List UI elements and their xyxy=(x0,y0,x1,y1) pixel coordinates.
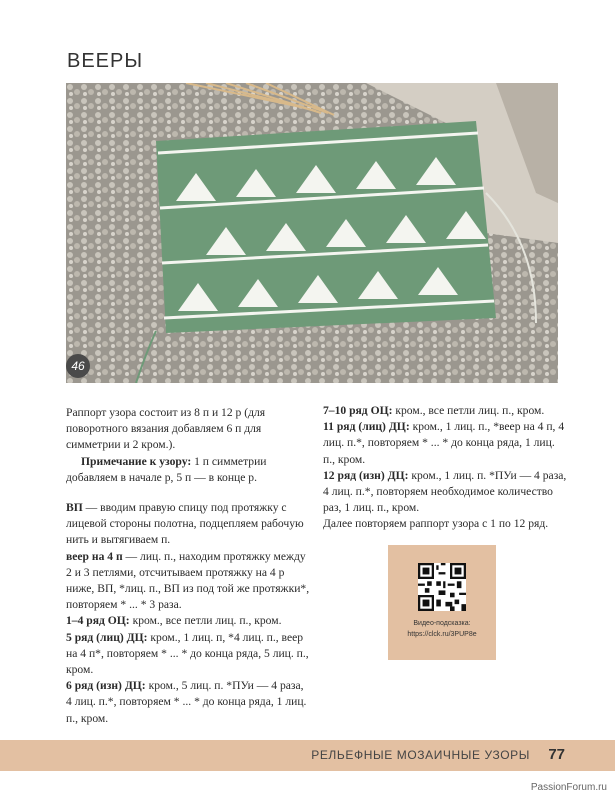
row-12 xyxy=(323,468,568,517)
right-text-column xyxy=(323,403,568,533)
row-6-label: 6 ряд (изн) ДЦ: xyxy=(66,679,146,693)
note-label: Примечание к узору: xyxy=(81,454,192,468)
row-5-text: кром., 1 лиц. п, *4 лиц. п., веер на 4 п*, повторяем * ... * до конца ряда, 5 лиц. п., кром. xyxy=(66,630,309,677)
row-11 xyxy=(323,419,568,468)
vp-label: ВП xyxy=(66,501,83,515)
fan-text: — лиц. п., находим протяжку между 2 и 3 петлями, отсчитываем протяжку на 4 р ниже, ВП, *лиц. п., ВП из под той же протяжки*, повторяем * ... * 3 раза. xyxy=(66,549,310,612)
vp-definition xyxy=(66,500,311,549)
row-5-label: 5 ряд (лиц) ДЦ: xyxy=(66,630,148,644)
row-7-10-label: 7–10 ряд ОЦ: xyxy=(323,404,393,417)
video-hint-caption xyxy=(388,618,496,640)
row-6 xyxy=(66,678,311,727)
left-text-column xyxy=(66,405,311,727)
page-title: ВЕЕРЫ xyxy=(67,50,144,72)
footer-section-title: РЕЛЬЕФНЫЕ МОЗАИЧНЫЕ УЗОРЫ xyxy=(311,748,530,762)
row-7-10 xyxy=(323,403,568,419)
video-hint-label: Видео-подсказка: xyxy=(413,620,471,627)
row-12-label: 12 ряд (изн) ДЦ: xyxy=(323,468,409,482)
pattern-intro: Раппорт узора состоит из 8 п и 12 р (для поворотного вязания добавляем 6 п для симметрии и 2 кром.). xyxy=(66,406,266,452)
row-6-text: кром., 5 лиц. п. *ПУи — 4 раза, 4 лиц. п.*, повторяем * ... * до конца ряда, 1 лиц. п., кром. xyxy=(66,679,307,725)
fan-label: веер на 4 п xyxy=(66,549,123,563)
repeat-instruction: Далее повторяем раппорт узора с 1 по 12 ряд. xyxy=(323,517,549,531)
row-1-4-label: 1–4 ряд ОЦ: xyxy=(66,614,130,628)
photo-number-badge: 46 xyxy=(66,354,90,378)
pattern-note xyxy=(66,454,311,486)
row-5 xyxy=(66,630,311,679)
swatch-photo xyxy=(66,83,558,383)
watermark: PassionForum.ru xyxy=(530,782,607,793)
vp-text: — вводим правую спицу под протяжку с лицевой стороны полотна, подцепляем рабочую нить и вытягиваем п. xyxy=(66,501,304,547)
row-11-text: кром., 1 лиц. п., *веер на 4 п, 4 лиц. п.*, повторяем * ... * до конца ряда, 1 лиц. п., кром. xyxy=(323,420,565,466)
row-7-10-text: кром., все петли лиц. п., кром. xyxy=(392,404,545,417)
knitted-swatch-image xyxy=(66,83,558,383)
note-text: 1 п симметрии добавляем в начале р, 5 п — в конце р. xyxy=(66,454,267,484)
row-1-4 xyxy=(66,613,311,629)
video-hint-url[interactable]: https://clck.ru/3PUP8e xyxy=(407,631,477,638)
page-number: 77 xyxy=(548,746,565,763)
fan-definition xyxy=(66,549,311,614)
footer-bar xyxy=(0,740,615,771)
row-1-4-text: кром., все петли лиц. п., кром. xyxy=(129,614,282,628)
row-11-label: 11 ряд (лиц) ДЦ: xyxy=(323,420,410,434)
row-12-text: кром., 1 лиц. п. *ПУи — 4 раза, 4 лиц. п.*, повторяем необходимое количество раз, 1 лиц. п., кром. xyxy=(323,468,567,515)
qr-code-icon[interactable] xyxy=(418,563,466,611)
video-hint-box[interactable] xyxy=(388,545,496,660)
